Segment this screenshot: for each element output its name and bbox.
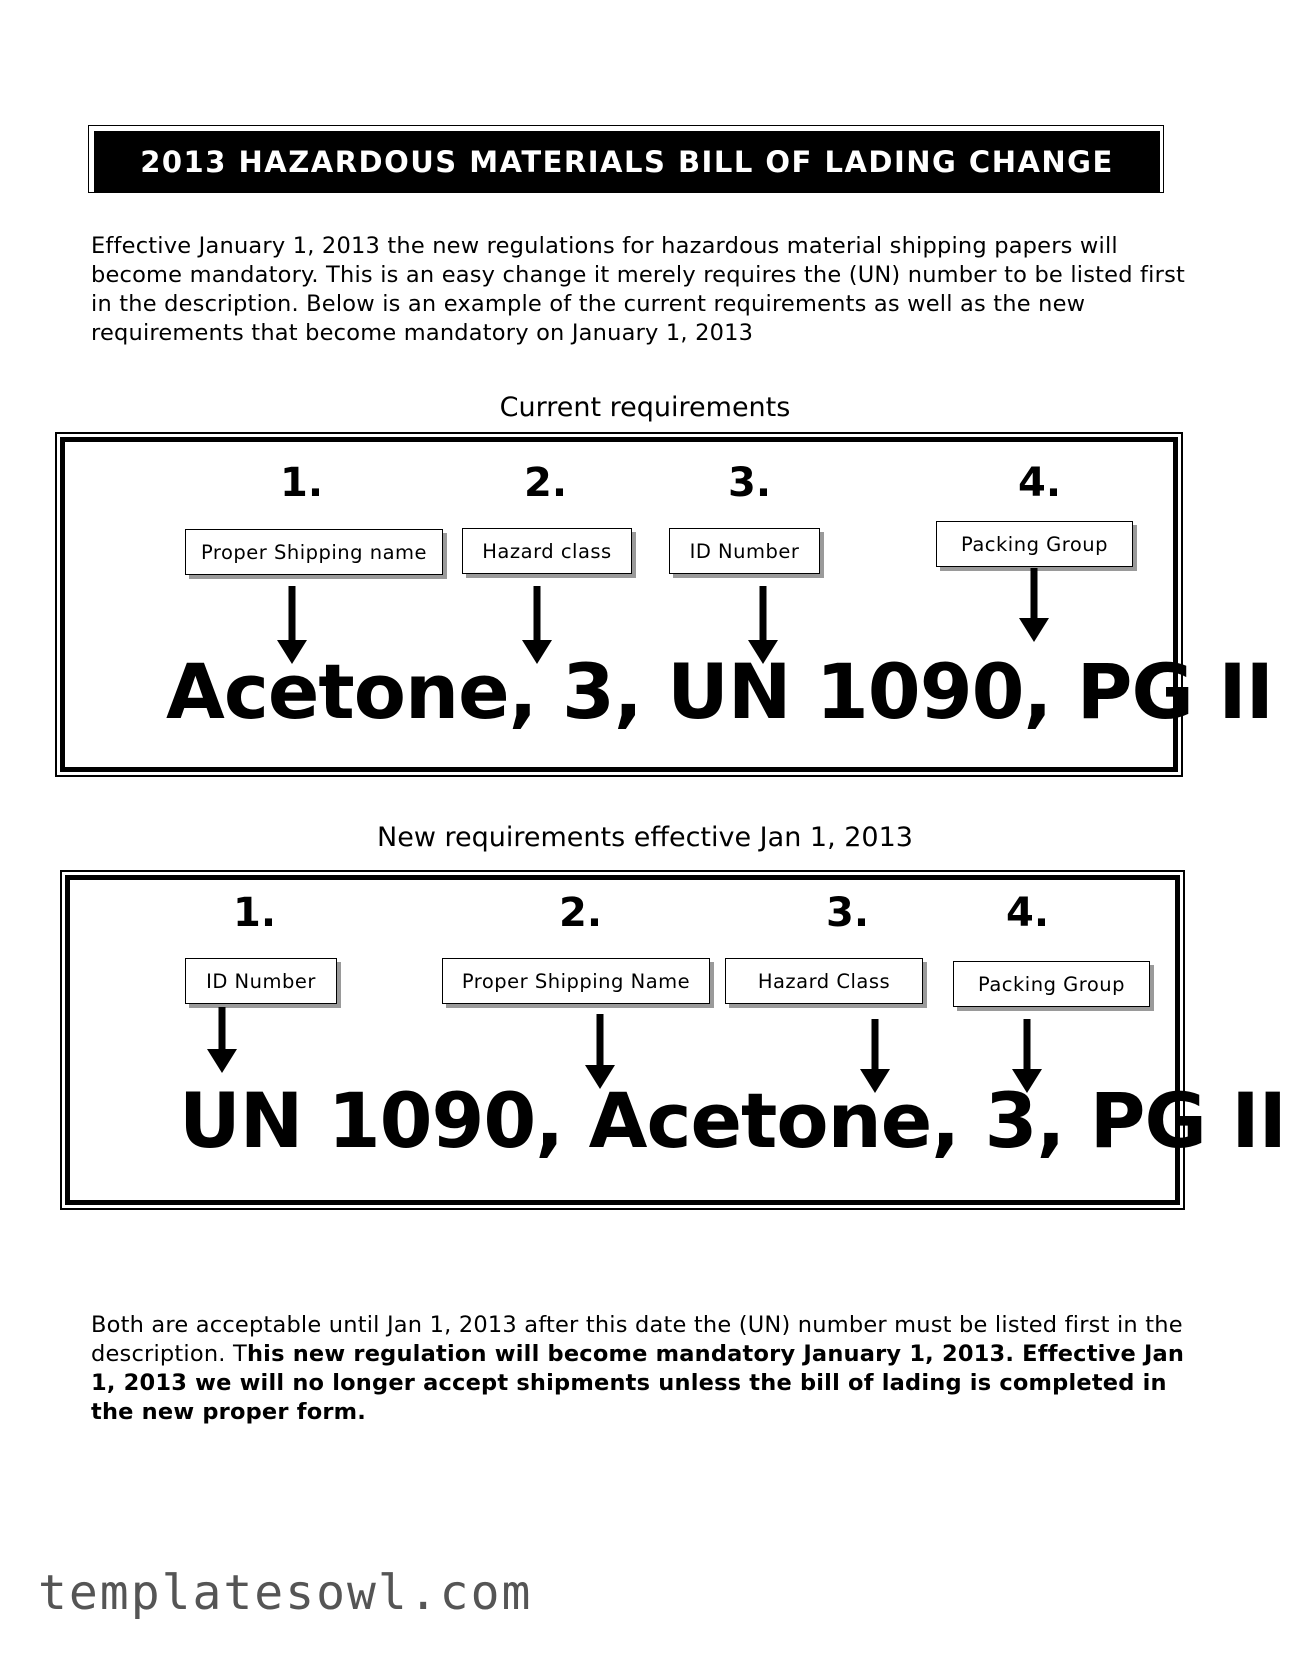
current-number-3: 3. <box>728 460 772 506</box>
new-example-line: UN 1090, Acetone, 3, PG II <box>179 1076 1286 1165</box>
arrow-down-icon <box>207 1007 237 1073</box>
footer-bold-text: his new regulation will become mandatory January 1, 2013. Effective Jan 1, 2013 we will no longer accept shipments unless the bill of lading is completed in the new proper form. <box>91 1341 1185 1425</box>
current-label-packing-group: Packing Group <box>936 521 1133 567</box>
new-label-proper-shipping-name: Proper Shipping Name <box>442 958 710 1004</box>
footer-plain-text: Both are acceptable until Jan 1, 2013 after this date the (UN) number must be listed first in the description. T <box>91 1312 1183 1367</box>
current-label-proper-shipping-name: Proper Shipping name <box>185 529 443 575</box>
new-number-1: 1. <box>233 890 277 936</box>
footer-paragraph <box>91 1311 1211 1427</box>
current-example-line: Acetone, 3, UN 1090, PG II <box>166 647 1273 736</box>
intro-paragraph: Effective January 1, 2013 the new regulations for hazardous material shipping papers will become mandatory. This is an easy change it merely requires the (UN) number to be listed first in the description. Below is an example of the current requirements as well as the new requirements that become mandatory on January 1, 2013 <box>91 233 1186 346</box>
new-label-hazard-class: Hazard Class <box>725 958 923 1004</box>
new-number-3: 3. <box>826 890 870 936</box>
current-label-id-number: ID Number <box>669 528 820 574</box>
page-title: 2013 HAZARDOUS MATERIALS BILL OF LADING CHANGE <box>94 131 1160 193</box>
watermark-text: templatesowl.com <box>38 1565 533 1621</box>
new-number-4: 4. <box>1006 890 1050 936</box>
current-number-4: 4. <box>1018 460 1062 506</box>
new-number-2: 2. <box>559 890 603 936</box>
current-number-1: 1. <box>280 460 324 506</box>
new-label-packing-group: Packing Group <box>953 961 1150 1007</box>
current-caption: Current requirements <box>499 392 791 423</box>
new-label-id-number: ID Number <box>185 958 337 1004</box>
current-number-2: 2. <box>524 460 568 506</box>
new-caption: New requirements effective Jan 1, 2013 <box>377 822 913 853</box>
arrow-down-icon <box>1019 568 1049 642</box>
current-label-hazard-class: Hazard class <box>462 528 632 574</box>
